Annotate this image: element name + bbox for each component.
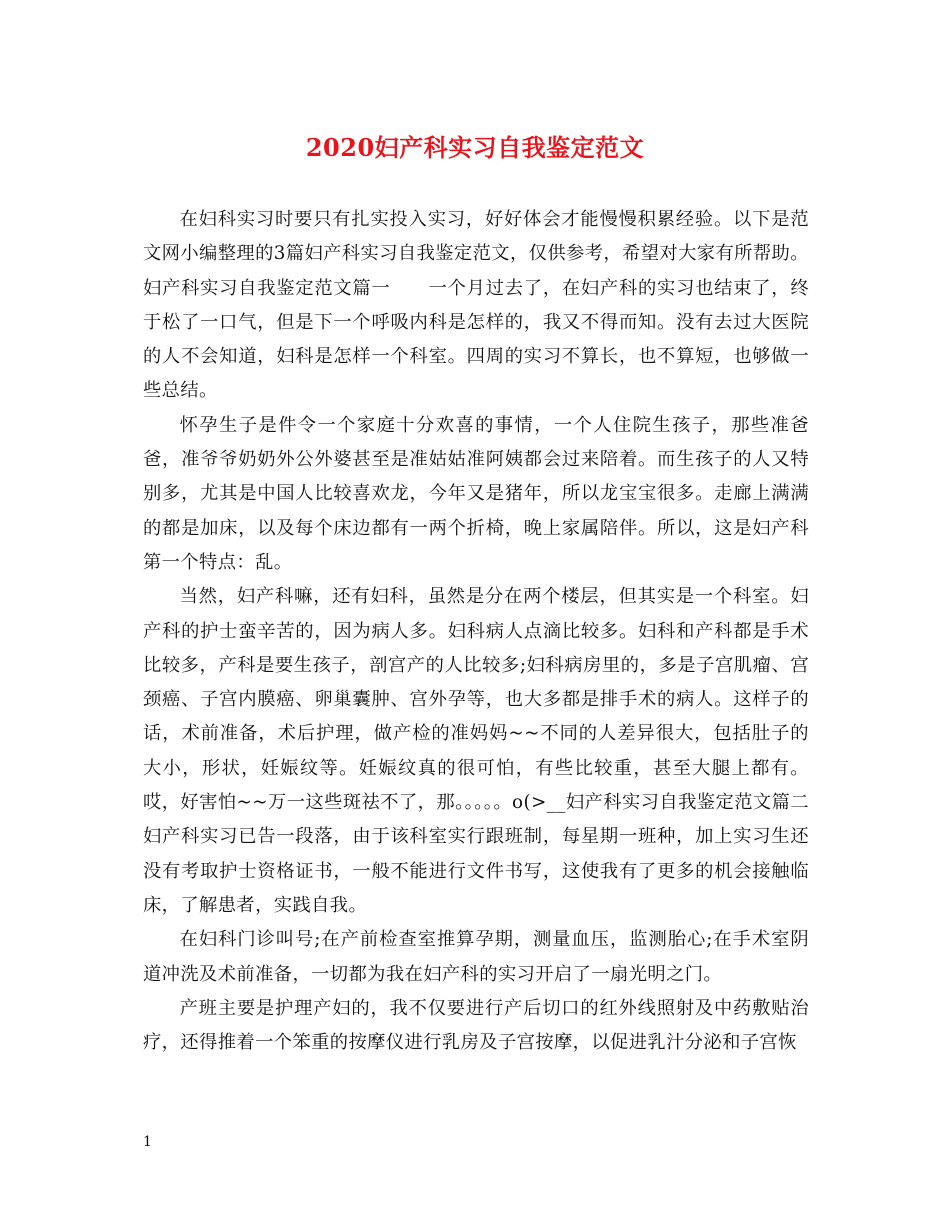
paragraph-essay-one-start: 妇产科实习自我鉴定范文篇一 一个月过去了，在妇产科的实习也结束了，终于松了一口气，但是下一个呼吸内科是怎样的，我又不得而知。没有去过大医院的人不会知道，妇科是怎样一个科室。四周的实习不算长，也不算短，也够做一些总结。 bbox=[143, 277, 809, 402]
document-title: 2020妇产科实习自我鉴定范文 bbox=[305, 133, 645, 162]
paragraph-pregnancy: 怀孕生子是件令一个家庭十分欢喜的事情，一个人住院生孩子，那些准爸爸，准爷爷奶奶外公外婆甚至是准姑姑准阿姨都会过来陪着。而生孩子的人又特别多，尤其是中国人比较喜欢龙，今年又是猪年，所以龙宝宝很多。走廊上满满的都是加床，以及每个床边都有一两个折椅，晚上家属陪伴。所以，这是妇产科第一个特点：乱。 bbox=[143, 414, 809, 573]
page-number: 1 bbox=[143, 1134, 152, 1150]
paragraph-postpartum: 产班主要是护理产妇的，我不仅要进行产后切口的红外线照射及中药敷贴治疗，还得推着一个笨重的按摩仪进行乳房及子宫按摩，以促进乳汁分泌和子宫恢 bbox=[143, 997, 809, 1054]
paragraph-gynecology: 当然，妇产科嘛，还有妇科，虽然是分在两个楼层，但其实是一个科室。妇产科的护士蛮辛苦的，因为病人多。妇科病人点滴比较多。妇科和产科都是手术比较多，产科是要生孩子，剖宫产的人比较多;妇科病房里的，多是子宫肌瘤、宫颈癌、子宫内膜癌、卵巢囊肿、宫外孕等，也大多都是排手术的病人。这样子的话，术前准备，术后护理，做产检的准妈妈~~不同的人差异很大，包括肚子的大小，形状，妊娠纹等。妊娠纹真的很可怕，有些比较重，甚至大腿上都有。哎，好害怕~~万一这些斑祛不了，那。。。。。o(>__妇产科实习自我鉴定范文篇二妇产科实习已告一段落，由于该科室实行跟班制，每星期一班种，加上实习生还没有考取护士资格证书，一般不能进行文件书写，这使我有了更多的机会接触临床，了解患者，实践自我。 bbox=[143, 586, 809, 916]
document-body bbox=[143, 203, 809, 1060]
paragraph-intro: 在妇科实习时要只有扎实投入实习，好好体会才能慢慢积累经验。以下是范文网小编整理的3篇妇产科实习自我鉴定范文，仅供参考，希望对大家有所帮助。 bbox=[143, 209, 809, 265]
paragraph-clinic: 在妇科门诊叫号;在产前检查室推算孕期，测量血压，监测胎心;在手术室阴道冲洗及术前准备，一切都为我在妇产科的实习开启了一扇光明之门。 bbox=[143, 929, 809, 985]
